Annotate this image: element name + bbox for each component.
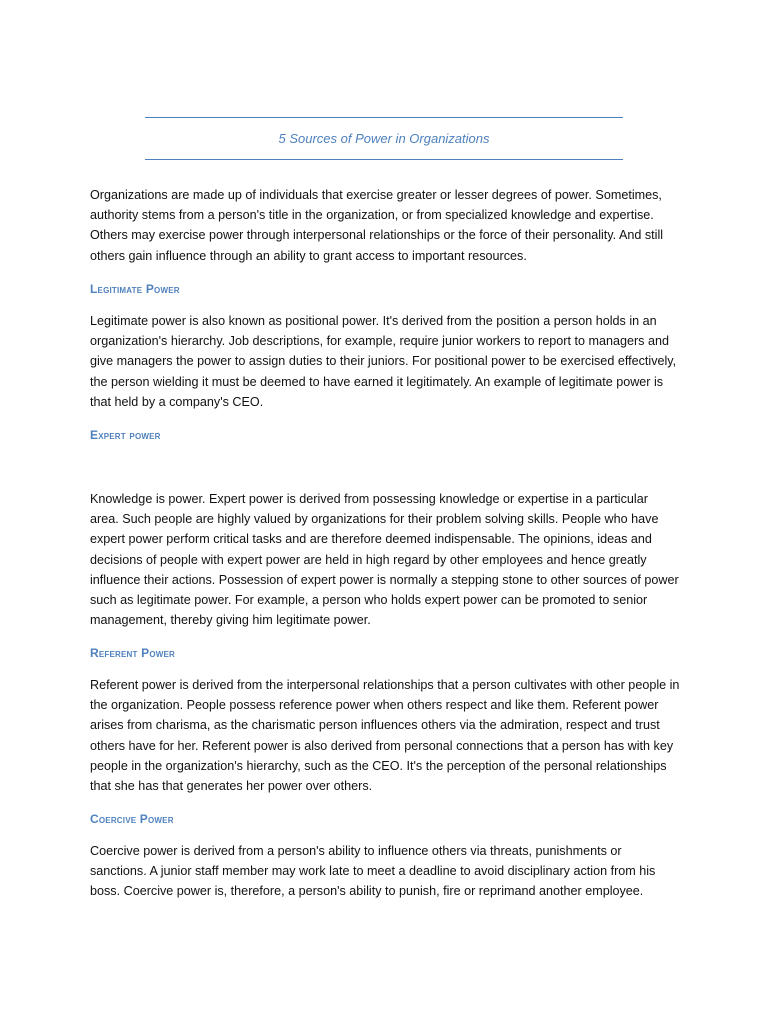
section-body-expert-power: Knowledge is power. Expert power is derived from possessing knowledge or expertise in a particular area. Such people are highly valued by organizations for their problem solving skills. People who have expert power perform critical tasks and are therefore deemed indispensable. The opinions, ideas and decisions of people with expert power are held in high regard by other employees and hence greatly influence their actions. Possession of expert power is normally a stepping stone to other sources of power such as legitimate power. For example, a person who holds expert power can be promoted to senior management, thereby giving him legitimate power. — [90, 492, 679, 628]
intro-paragraph: Organizations are made up of individuals that exercise greater or lesser degrees of power. Sometimes, authority stems from a person's title in the organization, or from specialized knowledge and expertise. Others may exercise power through interpersonal relationships or the force of their personality. And still others gain influence through an ability to grant access to important resources. — [90, 188, 664, 263]
title-rule-bottom — [145, 159, 623, 160]
section-heading-legitimate-power: Legitimate Power — [90, 282, 180, 296]
document-title: 5 Sources of Power in Organizations — [278, 131, 490, 146]
section-body-referent-power: Referent power is derived from the interpersonal relationships that a person cultivates with other people in the organization. People possess reference power when others respect and like them. Referent power arises from charisma, as the charismatic person influences others via the admiration, respect and trust others have for her. Referent power is also derived from personal connections that a person has with key people in the organization's hierarchy, such as the CEO. It's the perception of the personal relationships that she has that generates her power over others. — [90, 678, 680, 794]
section-heading-expert-power: Expert power — [90, 428, 161, 442]
section-heading-coercive-power: Coercive Power — [90, 812, 174, 826]
section-body-legitimate-power: Legitimate power is also known as positional power. It's derived from the position a person holds in an organization's hierarchy. Job descriptions, for example, require junior workers to report to managers and give managers the power to assign duties to their juniors. For positional power to be exercised effectively, the person wielding it must be deemed to have earned it legitimately. An example of legitimate power is that held by a company's CEO. — [90, 314, 677, 409]
section-heading-referent-power: Referent Power — [90, 646, 176, 660]
title-rule-top — [145, 117, 623, 118]
section-body-coercive-power: Coercive power is derived from a person's ability to influence others via threats, punishments or sanctions. A junior staff member may work late to meet a deadline to avoid disciplinary action from his boss. Coercive power is, therefore, a person's ability to punish, fire or reprimand another employee. — [90, 844, 656, 899]
